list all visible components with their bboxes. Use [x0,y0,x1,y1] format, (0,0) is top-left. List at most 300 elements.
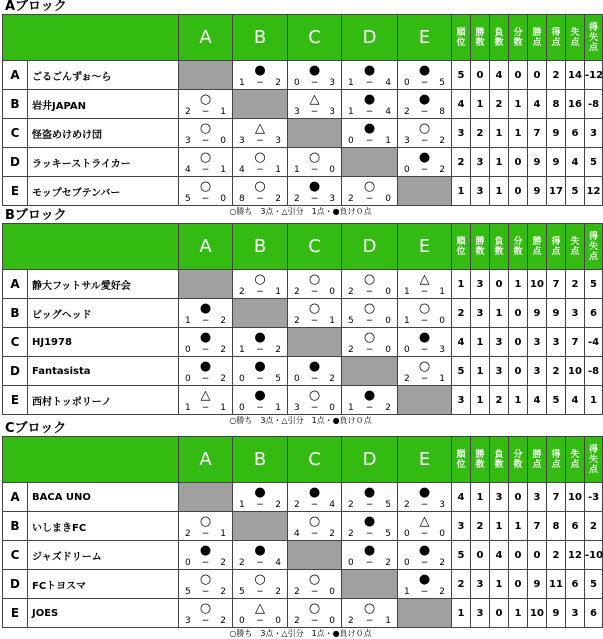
match-score [179,558,232,568]
score-for: 0 [185,345,191,355]
match-result-cell [179,512,233,541]
match-score [233,78,287,88]
stat-header-label: 勝数 [475,449,485,470]
score-dash: − [365,287,374,297]
match-result-cell [342,328,398,357]
column-header-c: C [288,437,342,483]
score-dash: − [310,194,319,204]
match-score [398,529,451,539]
stat-value: 9 [528,148,547,177]
stat-value: 1 [452,599,471,628]
stat-header-label: 得点 [551,27,561,48]
score-for: 2 [348,345,354,355]
match-result-cell [233,177,288,206]
stat-header [566,437,585,483]
stat-header [471,437,490,483]
match-score [233,616,287,626]
stat-value: 1 [509,599,528,628]
stat-header-label: 得点 [551,449,561,470]
score-against: 0 [329,587,335,597]
stat-value: 7 [528,119,547,148]
self-match-cell [179,483,233,512]
team-index: E [3,599,28,628]
stat-value: 0 [509,177,528,206]
result-mark-icon: ○ [254,179,266,194]
match-score [179,374,232,384]
stat-value: 0 [528,541,547,570]
score-dash: − [365,136,374,146]
score-against: 0 [385,287,391,297]
stat-header [547,15,566,61]
stat-header-label: 得点 [551,236,561,257]
standings-table [2,14,603,206]
score-for: 5 [239,587,245,597]
stat-value: 7 [528,512,547,541]
score-against: 3 [275,136,281,146]
stat-header-label: 失点 [570,449,580,470]
team-row [3,61,603,90]
score-for: 2 [294,194,300,204]
stat-header [452,15,471,61]
match-result-cell [398,119,452,148]
stat-value: 2 [566,270,585,299]
score-for: 3 [239,136,245,146]
match-result-cell [179,90,233,119]
match-result-cell [233,483,288,512]
match-score [342,287,397,297]
stat-value: 4 [490,541,509,570]
score-against: 2 [275,78,281,88]
match-result-cell [179,599,233,628]
score-for: 1 [404,287,410,297]
match-score [342,316,397,326]
match-result-cell [398,148,452,177]
self-match-cell [342,148,398,177]
result-mark-icon: ○ [199,572,212,587]
result-mark-icon: ● [254,330,266,345]
stat-value: 4 [566,148,585,177]
score-against: 2 [220,345,226,355]
result-mark-icon: ● [308,63,321,78]
score-against: 2 [275,587,281,597]
self-match-cell [288,541,342,570]
stat-header [490,224,509,270]
stat-value: 0 [509,357,528,386]
match-result-cell [398,61,452,90]
stat-value: 10 [528,270,547,299]
stat-header-label: 勝点 [532,449,542,470]
stat-header [547,224,566,270]
team-row [3,328,603,357]
match-result-cell [342,61,398,90]
match-result-cell [342,177,398,206]
column-header-d: D [342,15,398,61]
result-mark-icon: ○ [418,301,431,316]
column-header-d: D [342,224,398,270]
column-header-a: A [179,15,233,61]
match-result-cell [342,119,398,148]
result-mark-icon: ● [363,543,376,558]
stat-value: 3 [471,177,490,206]
stat-header-label: 得失点 [588,231,598,262]
header-corner [3,437,179,483]
match-result-cell [179,570,233,599]
score-dash: − [310,287,319,297]
score-dash: − [365,616,374,626]
match-score [233,374,287,384]
score-for: 2 [294,500,300,510]
match-score [398,136,451,146]
stat-header-label: 負数 [494,449,504,470]
score-against: 0 [220,136,226,146]
score-for: 2 [404,374,410,384]
score-dash: − [201,587,210,597]
score-against: 0 [385,345,391,355]
match-score [342,78,397,88]
match-score [233,345,287,355]
team-row [3,386,603,415]
score-against: 0 [329,616,335,626]
stat-value: 8 [547,512,566,541]
stat-value: 1 [509,119,528,148]
match-result-cell [288,61,342,90]
result-mark-icon: △ [309,92,320,107]
stat-value: 2 [547,357,566,386]
match-score [233,287,287,297]
score-against: 2 [439,165,445,175]
score-against: 1 [220,529,226,539]
result-mark-icon: ● [199,543,212,558]
team-name: ごるごんずぉ〜ら [28,61,179,90]
stat-value: 0 [509,483,528,512]
column-header-e: E [398,15,452,61]
score-against: 3 [439,345,445,355]
match-result-cell [179,541,233,570]
result-mark-icon: ○ [199,179,212,194]
team-name: ジャズドリーム [28,541,179,570]
match-score [398,587,451,597]
score-for: 2 [294,616,300,626]
score-against: 2 [385,558,391,568]
team-name: 岩井JAPAN [28,90,179,119]
score-dash: − [256,500,264,510]
score-dash: − [365,403,374,413]
stat-header [471,15,490,61]
stat-value: 3 [490,328,509,357]
score-for: 1 [348,78,354,88]
match-score [398,316,451,326]
stat-value: 1 [509,90,528,119]
header-row [3,15,603,61]
match-score [233,500,287,510]
match-result-cell [398,270,452,299]
score-for: 4 [294,529,300,539]
match-result-cell [179,177,233,206]
stat-value: 1 [490,299,509,328]
legend-text: ○勝ち 3点・△引分 1点・●負け０点 [229,207,372,216]
column-header-c: C [288,15,342,61]
team-index: D [3,570,28,599]
score-against: 2 [385,403,391,413]
match-result-cell [288,512,342,541]
score-for: 2 [348,529,354,539]
team-row [3,177,603,206]
match-score [342,107,397,117]
score-for: 3 [294,403,300,413]
score-dash: − [420,165,429,175]
score-for: 2 [348,287,354,297]
score-for: 1 [294,165,300,175]
stat-value: 9 [528,299,547,328]
team-row [3,148,603,177]
stat-value: 6 [566,119,585,148]
score-dash: − [365,529,374,539]
stat-value: 3 [490,483,509,512]
score-dash: − [256,194,264,204]
header-row [3,224,603,270]
stat-value: 0 [509,328,528,357]
score-against: 5 [275,374,281,384]
match-score [398,374,451,384]
stat-header-label: 分数 [513,236,523,257]
match-result-cell [233,570,288,599]
league-block [2,421,603,639]
match-result-cell [398,570,452,599]
team-index: A [3,270,28,299]
match-result-cell [398,90,452,119]
score-against: 1 [385,616,391,626]
score-against: 1 [220,107,226,117]
team-name: Fantasista [28,357,179,386]
stat-value: 3 [528,328,547,357]
stat-value: 4 [528,386,547,415]
score-against: 1 [439,374,445,384]
stat-value: 3 [547,328,566,357]
score-for: 4 [185,165,191,175]
score-for: 0 [239,616,245,626]
legend-text: ○勝ち 3点・△引分 1点・●負け０点 [229,629,372,638]
stat-value: 3 [471,148,490,177]
stat-header-label: 得失点 [588,22,598,53]
score-for: 0 [404,529,410,539]
match-score [179,529,232,539]
result-mark-icon: ○ [199,121,212,136]
self-match-cell [179,61,233,90]
score-for: 2 [348,500,354,510]
stat-value: 9 [547,299,566,328]
stat-header [585,437,603,483]
score-dash: − [420,529,429,539]
stat-value: 4 [452,90,471,119]
score-against: 1 [385,136,391,146]
match-score [288,165,341,175]
result-mark-icon: ○ [199,601,212,616]
result-mark-icon: ○ [308,572,321,587]
score-dash: − [256,78,264,88]
match-score [398,558,451,568]
score-dash: − [420,500,429,510]
score-dash: − [420,374,429,384]
score-for: 1 [348,403,354,413]
team-index: B [3,512,28,541]
score-for: 1 [239,345,245,355]
score-against: 4 [275,558,281,568]
score-dash: − [420,316,429,326]
score-against: 1 [275,403,281,413]
stat-header-label: 負数 [494,27,504,48]
match-result-cell [342,90,398,119]
score-against: 4 [329,500,335,510]
match-score [288,194,341,204]
stat-value: 2 [452,148,471,177]
result-mark-icon: ○ [254,272,266,287]
block-title: Aブロック [5,0,67,14]
score-for: 0 [294,78,300,88]
stat-header-label: 失点 [570,236,580,257]
team-row [3,599,603,628]
stat-value: -10 [585,541,603,570]
stat-header [471,224,490,270]
score-dash: − [201,529,210,539]
match-score [233,136,287,146]
stat-value: 0 [509,61,528,90]
stat-header [528,437,547,483]
match-result-cell [342,599,398,628]
match-result-cell [342,512,398,541]
result-mark-icon: ● [363,514,376,529]
stat-header [452,224,471,270]
stat-value: 7 [566,328,585,357]
stat-value: 10 [528,599,547,628]
score-for: 1 [348,107,354,117]
stat-value: 16 [566,90,585,119]
result-mark-icon: ● [254,359,266,374]
score-for: 0 [404,165,410,175]
team-index: A [3,483,28,512]
stat-header [452,437,471,483]
match-score [179,345,232,355]
score-against: 2 [439,558,445,568]
stat-value: 5 [452,61,471,90]
score-dash: − [256,616,264,626]
stat-header [509,437,528,483]
stat-value: 2 [490,386,509,415]
stat-value: -12 [585,61,603,90]
score-dash: − [420,136,429,146]
stat-value: 2 [490,90,509,119]
score-dash: − [420,558,429,568]
match-score [342,403,397,413]
stat-value: 9 [528,570,547,599]
header-row [3,437,603,483]
team-index: C [3,328,28,357]
score-dash: − [256,345,264,355]
stat-header [490,437,509,483]
match-score [179,403,232,413]
score-against: 8 [439,107,445,117]
column-header-a: A [179,224,233,270]
stat-value: 4 [566,386,585,415]
score-against: 5 [439,78,445,88]
team-index: C [3,541,28,570]
score-dash: − [256,587,264,597]
score-against: 0 [439,316,445,326]
score-for: 2 [185,529,191,539]
match-score [398,500,451,510]
stat-value: 5 [585,148,603,177]
match-result-cell [398,483,452,512]
score-dash: − [256,374,264,384]
score-for: 2 [239,287,245,297]
result-mark-icon: △ [255,121,265,136]
stat-value: 1 [509,270,528,299]
stat-value: 12 [585,177,603,206]
stat-value: 2 [547,61,566,90]
score-against: 3 [329,107,335,117]
score-dash: − [420,587,429,597]
score-against: 2 [220,316,226,326]
score-for: 4 [239,165,245,175]
stat-header-label: 得失点 [588,444,598,475]
result-mark-icon: ● [363,388,376,403]
result-mark-icon: ● [363,485,376,500]
team-row [3,483,603,512]
team-index: D [3,357,28,386]
score-against: 0 [275,616,281,626]
score-for: 1 [404,316,410,326]
team-row [3,270,603,299]
score-against: 0 [329,403,335,413]
score-against: 1 [220,403,226,413]
stat-value: -8 [585,357,603,386]
stat-value: 3 [452,512,471,541]
self-match-cell [398,177,452,206]
match-score [342,345,397,355]
stat-header-label: 勝数 [475,27,485,48]
stat-value: 1 [509,386,528,415]
match-score [342,136,397,146]
self-match-cell [342,357,398,386]
score-against: 2 [329,529,335,539]
stat-value: 5 [547,386,566,415]
stat-value: 4 [452,328,471,357]
score-for: 2 [404,500,410,510]
score-dash: − [310,78,319,88]
score-dash: − [310,616,319,626]
match-score [179,587,232,597]
score-against: 3 [329,194,335,204]
result-mark-icon: ● [254,388,266,403]
result-mark-icon: ○ [308,301,321,316]
score-dash: − [310,374,319,384]
result-mark-icon: ○ [308,388,321,403]
result-mark-icon: ● [254,485,266,500]
score-dash: − [310,107,319,117]
result-mark-icon: ○ [308,150,321,165]
team-name: ラッキーストライカー [28,148,179,177]
result-mark-icon: △ [200,388,211,403]
match-result-cell [288,599,342,628]
match-score [233,165,287,175]
result-mark-icon: ○ [418,359,431,374]
stat-value: 3 [471,570,490,599]
stat-value: 1 [490,570,509,599]
stat-header [509,15,528,61]
result-mark-icon: ● [199,359,212,374]
score-dash: − [365,194,374,204]
team-row [3,357,603,386]
score-against: 1 [275,287,281,297]
